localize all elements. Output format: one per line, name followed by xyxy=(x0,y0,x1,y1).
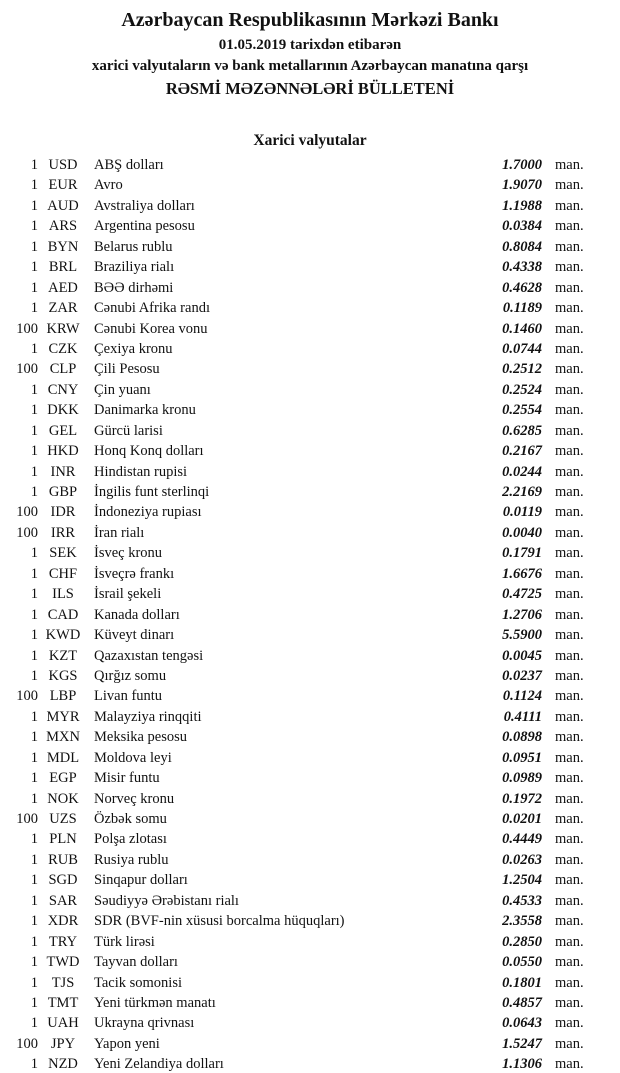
table-row xyxy=(0,359,620,379)
currency-code-cell: SAR xyxy=(48,892,78,909)
unit-cell: man. xyxy=(555,708,584,725)
quantity-cell: 1 xyxy=(30,463,38,480)
currency-name-cell: İngilis funt sterlinqi xyxy=(94,484,210,500)
quantity-cell: 1 xyxy=(30,974,38,991)
unit-cell: man. xyxy=(555,994,584,1011)
unit-cell: man. xyxy=(555,954,584,971)
rate-value-cell: 1.1988 xyxy=(502,197,542,214)
unit-cell: man. xyxy=(555,831,584,848)
table-row xyxy=(0,584,620,604)
rate-value-cell: 0.0040 xyxy=(502,524,542,541)
table-row xyxy=(0,727,620,747)
table-row xyxy=(0,564,620,584)
table-row xyxy=(0,155,620,175)
table-row xyxy=(0,462,620,482)
quantity-cell: 100 xyxy=(16,811,38,827)
currency-name-cell: Avro xyxy=(94,177,123,194)
currency-code-cell: NOK xyxy=(47,790,79,807)
currency-code-cell: XDR xyxy=(47,913,79,930)
unit-cell: man. xyxy=(555,218,584,235)
currency-name-cell: ABŞ dolları xyxy=(94,157,164,173)
currency-code-cell: JPY xyxy=(50,1035,76,1052)
currency-name-cell: Polşa zlotası xyxy=(94,831,167,848)
quantity-cell: 1 xyxy=(30,749,38,766)
quantity-cell: 1 xyxy=(30,606,38,623)
unit-cell: man. xyxy=(555,667,584,684)
bank-name-title: Azərbaycan Respublikasının Mərkəzi Bankı xyxy=(121,9,499,31)
currency-code-cell: UZS xyxy=(49,811,77,827)
quantity-cell: 1 xyxy=(30,729,38,746)
unit-cell: man. xyxy=(555,504,584,521)
currency-name-cell: İsveçrə frankı xyxy=(94,565,175,582)
unit-cell: man. xyxy=(555,1035,584,1052)
currency-code-cell: PLN xyxy=(49,831,77,848)
currency-code-cell: KWD xyxy=(45,627,81,644)
currency-name-cell: Çexiya kronu xyxy=(94,340,173,357)
unit-cell: man. xyxy=(555,300,584,317)
currency-name-cell: Çin yuanı xyxy=(94,381,151,398)
currency-code-cell: DKK xyxy=(47,402,79,419)
rate-value-cell: 0.1124 xyxy=(502,688,542,705)
quantity-cell: 1 xyxy=(30,1056,38,1073)
currency-code-cell: INR xyxy=(50,463,76,480)
currency-code-cell: TRY xyxy=(48,933,78,950)
unit-cell: man. xyxy=(555,565,584,582)
currency-code-cell: ARS xyxy=(48,218,78,235)
quantity-cell: 1 xyxy=(30,627,38,644)
unit-cell: man. xyxy=(555,361,584,378)
currency-name-cell: Argentina pesosu xyxy=(94,218,195,235)
currency-name-cell: Yeni Zelandiya dolları xyxy=(94,1056,224,1073)
quantity-cell: 1 xyxy=(30,545,38,562)
table-row xyxy=(0,543,620,563)
effective-date-line: 01.05.2019 tarixdən etibarən xyxy=(218,37,402,53)
table-row xyxy=(0,339,620,359)
table-row xyxy=(0,605,620,625)
currency-name-cell: SDR (BVF-nin xüsusi borcalma hüquqları) xyxy=(94,913,345,930)
rate-value-cell: 0.0744 xyxy=(502,340,542,357)
unit-cell: man. xyxy=(555,340,584,357)
table-row xyxy=(0,850,620,870)
rate-value-cell: 0.4725 xyxy=(502,586,542,603)
quantity-cell: 1 xyxy=(30,402,38,419)
currency-code-cell: EGP xyxy=(49,770,77,787)
rate-value-cell: 0.0384 xyxy=(502,218,542,235)
currency-name-cell: Rusiya rublu xyxy=(94,851,169,868)
table-row xyxy=(0,952,620,972)
quantity-cell: 1 xyxy=(30,770,38,787)
unit-cell: man. xyxy=(555,606,584,623)
quantity-cell: 1 xyxy=(30,851,38,868)
unit-cell: man. xyxy=(555,545,584,562)
rate-value-cell: 1.2504 xyxy=(502,872,542,889)
currency-code-cell: CAD xyxy=(47,606,79,623)
rate-value-cell: 0.2512 xyxy=(502,361,542,378)
currency-code-cell: EUR xyxy=(48,177,78,194)
currency-name-cell: Ukrayna qrivnası xyxy=(94,1015,195,1032)
quantity-cell: 100 xyxy=(16,524,38,541)
unit-cell: man. xyxy=(555,749,584,766)
quantity-cell: 100 xyxy=(16,361,38,378)
currency-code-cell: SEK xyxy=(49,545,77,562)
currency-name-cell: Meksika pesosu xyxy=(94,729,188,746)
currency-name-cell: Yeni türkmən manatı xyxy=(94,994,216,1011)
table-row xyxy=(0,400,620,420)
rate-value-cell: 1.6676 xyxy=(502,565,542,582)
rate-value-cell: 0.0244 xyxy=(502,463,542,480)
table-row xyxy=(0,502,620,522)
rate-value-cell: 0.0237 xyxy=(502,667,542,684)
currency-name-cell: Sinqapur dolları xyxy=(94,872,188,889)
quantity-cell: 1 xyxy=(30,218,38,235)
table-row xyxy=(0,421,620,441)
rate-value-cell: 0.0045 xyxy=(502,647,542,664)
table-row xyxy=(0,707,620,727)
currency-name-cell: Tacik somonisi xyxy=(94,974,182,991)
quantity-cell: 1 xyxy=(30,177,38,194)
rate-value-cell: 0.0989 xyxy=(502,770,542,787)
rate-value-cell: 0.0263 xyxy=(502,851,542,868)
unit-cell: man. xyxy=(555,381,584,398)
quantity-cell: 1 xyxy=(30,157,38,173)
table-row xyxy=(0,809,620,829)
rate-value-cell: 1.2706 xyxy=(502,606,542,623)
unit-cell: man. xyxy=(555,402,584,419)
currency-code-cell: MDL xyxy=(46,749,80,766)
quantity-cell: 1 xyxy=(30,259,38,276)
bulletin-title: RƏSMİ MƏZƏNNƏLƏRİ BÜLLETENİ xyxy=(165,79,455,98)
quantity-cell: 1 xyxy=(30,586,38,603)
currency-code-cell: USD xyxy=(48,157,78,173)
quantity-cell: 1 xyxy=(30,340,38,357)
currency-name-cell: Cənubi Korea vonu xyxy=(94,320,208,337)
quantity-cell: 1 xyxy=(30,197,38,214)
currency-name-cell: Səudiyyə Ərəbistanı rialı xyxy=(94,892,239,909)
currency-name-cell: Avstraliya dolları xyxy=(94,197,195,214)
table-row xyxy=(0,1013,620,1033)
unit-cell: man. xyxy=(555,851,584,868)
currency-name-cell: Cənubi Afrika randı xyxy=(94,300,210,317)
currency-code-cell: AED xyxy=(48,279,78,296)
rate-value-cell: 0.1791 xyxy=(502,545,542,562)
unit-cell: man. xyxy=(555,463,584,480)
unit-cell: man. xyxy=(555,913,584,930)
unit-cell: man. xyxy=(555,259,584,276)
currency-name-cell: Özbək somu xyxy=(94,811,167,827)
rate-value-cell: 1.5247 xyxy=(502,1035,542,1052)
rate-value-cell: 0.1189 xyxy=(502,300,542,317)
currency-name-cell: İsrail şekeli xyxy=(94,586,162,603)
table-row xyxy=(0,278,620,298)
currency-code-cell: CHF xyxy=(48,565,78,582)
unit-cell: man. xyxy=(555,422,584,439)
unit-cell: man. xyxy=(555,811,584,827)
table-row xyxy=(0,1054,620,1073)
rate-value-cell: 5.5900 xyxy=(502,627,542,644)
rate-value-cell: 1.7000 xyxy=(502,157,542,173)
currency-name-cell: Norveç kronu xyxy=(94,790,175,807)
rate-value-cell: 0.0201 xyxy=(502,811,542,827)
currency-code-cell: MXN xyxy=(46,729,80,746)
currency-name-cell: İran rialı xyxy=(94,524,145,541)
table-row xyxy=(0,973,620,993)
currency-code-cell: CZK xyxy=(48,340,78,357)
unit-cell: man. xyxy=(555,892,584,909)
rate-value-cell: 0.2524 xyxy=(502,381,542,398)
table-row xyxy=(0,298,620,318)
unit-cell: man. xyxy=(555,647,584,664)
currency-code-cell: AUD xyxy=(47,197,79,214)
quantity-cell: 100 xyxy=(16,688,38,705)
unit-cell: man. xyxy=(555,177,584,194)
currency-code-cell: KRW xyxy=(46,320,80,337)
table-row xyxy=(0,319,620,339)
quantity-cell: 1 xyxy=(30,443,38,460)
currency-name-cell: Honq Konq dolları xyxy=(94,443,204,460)
currency-code-cell: IRR xyxy=(50,524,76,541)
rate-value-cell: 0.4111 xyxy=(503,708,542,725)
currency-code-cell: GBP xyxy=(48,484,78,500)
quantity-cell: 1 xyxy=(30,647,38,664)
rate-value-cell: 0.0951 xyxy=(502,749,542,766)
table-row xyxy=(0,993,620,1013)
unit-cell: man. xyxy=(555,1056,584,1073)
currency-name-cell: Yapon yeni xyxy=(94,1035,160,1052)
rate-value-cell: 0.4533 xyxy=(502,892,542,909)
table-row xyxy=(0,1034,620,1054)
rate-value-cell: 0.8084 xyxy=(502,238,542,255)
document-header xyxy=(0,0,620,100)
currency-name-cell: Belarus rublu xyxy=(94,238,173,255)
quantity-cell: 1 xyxy=(30,300,38,317)
rate-value-cell: 0.1801 xyxy=(502,974,542,991)
table-row xyxy=(0,789,620,809)
table-row xyxy=(0,870,620,890)
currency-name-cell: Küveyt dinarı xyxy=(94,627,175,644)
quantity-cell: 1 xyxy=(30,1015,38,1032)
rate-value-cell: 0.0119 xyxy=(502,504,542,521)
currency-code-cell: TJS xyxy=(51,974,75,991)
table-row xyxy=(0,237,620,257)
quantity-cell: 100 xyxy=(16,320,38,337)
currency-code-cell: HKD xyxy=(47,443,79,460)
currency-name-cell: Livan funtu xyxy=(94,688,163,705)
table-row xyxy=(0,482,620,502)
table-row xyxy=(0,380,620,400)
quantity-cell: 1 xyxy=(30,565,38,582)
currency-name-cell: Danimarka kronu xyxy=(94,402,196,419)
quantity-cell: 1 xyxy=(30,790,38,807)
unit-cell: man. xyxy=(555,524,584,541)
table-row xyxy=(0,748,620,768)
currency-code-cell: SGD xyxy=(48,872,78,889)
quantity-cell: 1 xyxy=(30,708,38,725)
exchange-rates-table xyxy=(0,155,620,1073)
quantity-cell: 1 xyxy=(30,933,38,950)
currency-code-cell: ILS xyxy=(52,586,74,603)
quantity-cell: 100 xyxy=(16,1035,38,1052)
rate-value-cell: 0.4338 xyxy=(502,259,542,276)
unit-cell: man. xyxy=(555,197,584,214)
quantity-cell: 1 xyxy=(30,994,38,1011)
table-row xyxy=(0,891,620,911)
currency-name-cell: Tayvan dolları xyxy=(94,954,178,971)
unit-cell: man. xyxy=(555,1015,584,1032)
currency-name-cell: İndoneziya rupiası xyxy=(94,504,202,521)
currency-code-cell: TWD xyxy=(46,954,80,971)
table-row xyxy=(0,175,620,195)
unit-cell: man. xyxy=(555,790,584,807)
rate-value-cell: 0.0550 xyxy=(502,954,542,971)
currency-code-cell: UAH xyxy=(47,1015,79,1032)
rate-value-cell: 0.0898 xyxy=(502,729,542,746)
currency-code-cell: KGS xyxy=(48,667,78,684)
rate-value-cell: 0.2554 xyxy=(502,402,542,419)
currency-code-cell: BYN xyxy=(47,238,79,255)
currency-name-cell: Qırğız somu xyxy=(94,667,167,684)
table-row xyxy=(0,441,620,461)
unit-cell: man. xyxy=(555,770,584,787)
rate-value-cell: 0.2167 xyxy=(502,443,542,460)
unit-cell: man. xyxy=(555,279,584,296)
subtitle-line: xarici valyutaların və bank metallarının Azərbaycan manatına qarşı xyxy=(91,58,529,74)
rate-value-cell: 0.2850 xyxy=(502,933,542,950)
rate-value-cell: 0.4449 xyxy=(502,831,542,848)
currency-name-cell: Braziliya rialı xyxy=(94,259,175,276)
rate-value-cell: 0.6285 xyxy=(502,422,542,439)
currency-code-cell: CNY xyxy=(47,381,79,398)
table-row xyxy=(0,768,620,788)
table-row xyxy=(0,646,620,666)
quantity-cell: 1 xyxy=(30,238,38,255)
unit-cell: man. xyxy=(555,872,584,889)
currency-name-cell: Kanada dolları xyxy=(94,606,180,623)
quantity-cell: 1 xyxy=(30,831,38,848)
quantity-cell: 1 xyxy=(30,913,38,930)
unit-cell: man. xyxy=(555,238,584,255)
table-row xyxy=(0,216,620,236)
currency-code-cell: IDR xyxy=(50,504,76,521)
table-row xyxy=(0,666,620,686)
currency-code-cell: KZT xyxy=(48,647,78,664)
table-row xyxy=(0,911,620,931)
unit-cell: man. xyxy=(555,933,584,950)
quantity-cell: 1 xyxy=(30,892,38,909)
quantity-cell: 100 xyxy=(16,504,38,521)
rate-value-cell: 0.4628 xyxy=(502,279,542,296)
quantity-cell: 1 xyxy=(30,279,38,296)
currency-name-cell: Çili Pesosu xyxy=(94,361,160,378)
unit-cell: man. xyxy=(555,443,584,460)
currency-code-cell: CLP xyxy=(49,361,77,378)
table-row xyxy=(0,523,620,543)
currency-name-cell: Misir funtu xyxy=(94,770,160,787)
table-row xyxy=(0,829,620,849)
unit-cell: man. xyxy=(555,729,584,746)
unit-cell: man. xyxy=(555,484,584,500)
table-row xyxy=(0,686,620,706)
unit-cell: man. xyxy=(555,320,584,337)
unit-cell: man. xyxy=(555,586,584,603)
currency-code-cell: NZD xyxy=(48,1056,78,1073)
currency-code-cell: LBP xyxy=(49,688,77,705)
section-title-foreign-currencies: Xarici valyutalar xyxy=(253,132,367,149)
table-row xyxy=(0,257,620,277)
quantity-cell: 1 xyxy=(30,422,38,439)
table-row xyxy=(0,625,620,645)
rate-value-cell: 2.2169 xyxy=(502,484,542,500)
currency-name-cell: Türk lirəsi xyxy=(94,933,155,950)
rate-value-cell: 0.0643 xyxy=(502,1015,542,1032)
currency-name-cell: Malayziya rinqqiti xyxy=(94,708,202,725)
quantity-cell: 1 xyxy=(30,381,38,398)
currency-code-cell: RUB xyxy=(48,851,78,868)
currency-code-cell: MYR xyxy=(46,708,80,725)
table-row xyxy=(0,932,620,952)
currency-code-cell: TMT xyxy=(47,994,79,1011)
currency-name-cell: BƏƏ dirhəmi xyxy=(94,279,174,296)
quantity-cell: 1 xyxy=(30,872,38,889)
table-row xyxy=(0,196,620,216)
currency-name-cell: Hindistan rupisi xyxy=(94,463,188,480)
quantity-cell: 1 xyxy=(30,667,38,684)
quantity-cell: 1 xyxy=(30,484,38,500)
currency-name-cell: İsveç kronu xyxy=(94,545,163,562)
currency-code-cell: ZAR xyxy=(48,300,78,317)
currency-code-cell: BRL xyxy=(48,259,78,276)
currency-name-cell: Gürcü larisi xyxy=(94,422,163,439)
unit-cell: man. xyxy=(555,974,584,991)
rate-value-cell: 0.4857 xyxy=(502,994,542,1011)
rate-value-cell: 1.9070 xyxy=(502,177,542,194)
currency-name-cell: Moldova leyi xyxy=(94,749,172,766)
quantity-cell: 1 xyxy=(30,954,38,971)
unit-cell: man. xyxy=(555,627,584,644)
unit-cell: man. xyxy=(555,688,584,705)
rate-value-cell: 0.1972 xyxy=(502,790,542,807)
rate-value-cell: 0.1460 xyxy=(502,320,542,337)
rate-value-cell: 2.3558 xyxy=(502,913,542,930)
unit-cell: man. xyxy=(555,157,584,173)
rate-value-cell: 1.1306 xyxy=(502,1056,542,1073)
currency-code-cell: GEL xyxy=(48,422,78,439)
currency-name-cell: Qazaxıstan tengəsi xyxy=(94,647,204,664)
